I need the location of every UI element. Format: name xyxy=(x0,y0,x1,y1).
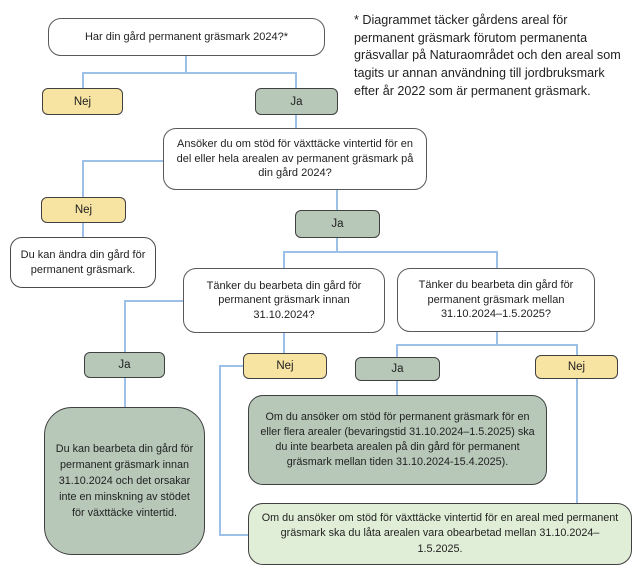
connector xyxy=(283,332,285,354)
outcome-leave-unworked-label: Om du ansöker om stöd för växttäcke vintertid för en areal med permanent gräsmark ska du låta arealen vara obearbetad mellan 31.10.2024–1.5.2025. xyxy=(261,512,619,555)
answer-yes-work-between xyxy=(355,357,440,381)
answer-yes-work-before xyxy=(84,352,165,378)
connector xyxy=(219,534,249,536)
connector xyxy=(295,114,297,129)
connector xyxy=(283,251,498,253)
answer-no-label: Nej xyxy=(73,95,92,108)
question-has-grassland xyxy=(48,18,325,56)
outcome-can-work xyxy=(44,407,205,555)
connector xyxy=(576,378,578,504)
answer-yes-apply-winter-cover xyxy=(295,210,380,238)
answer-yes-has-grassland xyxy=(255,88,338,115)
answer-yes-label: Ja xyxy=(290,95,303,108)
outcome-no-work-during-support-label: Om du ansöker om stöd för permanent gräsmark för en eller flera arealer (bevaringstid 31.10.2024–1.5.2025) ska du inte bearbeta arealen på din gård för permanent gräsmark mellan tiden 31.10.2024-15.4.2025). xyxy=(260,411,535,468)
question-work-between-label: Tänker du bearbeta din gård för permanent gräsmark mellan 31.10.2024–1.5.2025? xyxy=(418,279,574,321)
connector xyxy=(295,72,297,89)
connector xyxy=(219,365,245,367)
connector xyxy=(219,365,221,536)
connector xyxy=(82,72,297,74)
question-has-grassland-label: Har din gård permanent gräsmark 2024?* xyxy=(84,30,288,43)
connector xyxy=(124,378,126,408)
connector xyxy=(124,300,184,302)
connector xyxy=(82,160,165,162)
outcome-leave-unworked xyxy=(248,503,632,565)
question-work-before xyxy=(183,268,385,333)
answer-no-work-before xyxy=(243,353,327,379)
connector xyxy=(336,189,338,211)
answer-yes-label: Ja xyxy=(118,359,131,371)
question-work-between xyxy=(397,268,595,332)
connector xyxy=(496,251,498,269)
outcome-can-change xyxy=(10,237,156,288)
answer-yes-label: Ja xyxy=(391,363,404,375)
question-apply-winter-cover xyxy=(163,128,427,190)
answer-no-has-grassland xyxy=(42,88,123,115)
connector xyxy=(396,344,578,346)
answer-no-label: Nej xyxy=(74,204,93,216)
outcome-can-work-label: Du kan bearbeta din gård för permanent gräsmark innan 31.10.2024 och det orsakar inte en minskning av stödet för växttäcke vintertid. xyxy=(55,442,194,520)
connector xyxy=(82,72,84,89)
answer-no-label: Nej xyxy=(276,360,294,372)
footnote-text: * Diagrammet täcker gårdens areal för permanent gräsmark förutom permanenta gräsvallar på Naturaområdet och den areal som tagits ur annan användning till jordbruksmark efter år 2022 som är permanent gräsmark. xyxy=(354,13,621,98)
connector xyxy=(82,222,84,238)
connector xyxy=(82,160,84,198)
answer-no-label: Nej xyxy=(567,361,586,373)
question-work-before-label: Tänker du bearbeta din gård för permanent gräsmark innan 31.10.2024? xyxy=(206,279,362,321)
outcome-can-change-label: Du kan ändra din gård för permanent gräsmark. xyxy=(20,248,146,276)
connector xyxy=(283,251,285,269)
answer-no-work-between xyxy=(535,355,618,379)
outcome-no-work-during-support xyxy=(248,395,547,485)
connector xyxy=(124,300,126,353)
connector xyxy=(396,344,398,358)
connector xyxy=(396,380,398,396)
question-apply-winter-cover-label: Ansöker du om stöd för växttäcke vintertid för en del eller hela arealen av permanent gräsmark på din gård 2024? xyxy=(176,138,414,180)
answer-yes-label: Ja xyxy=(331,218,344,230)
answer-no-apply-winter-cover xyxy=(41,197,126,223)
